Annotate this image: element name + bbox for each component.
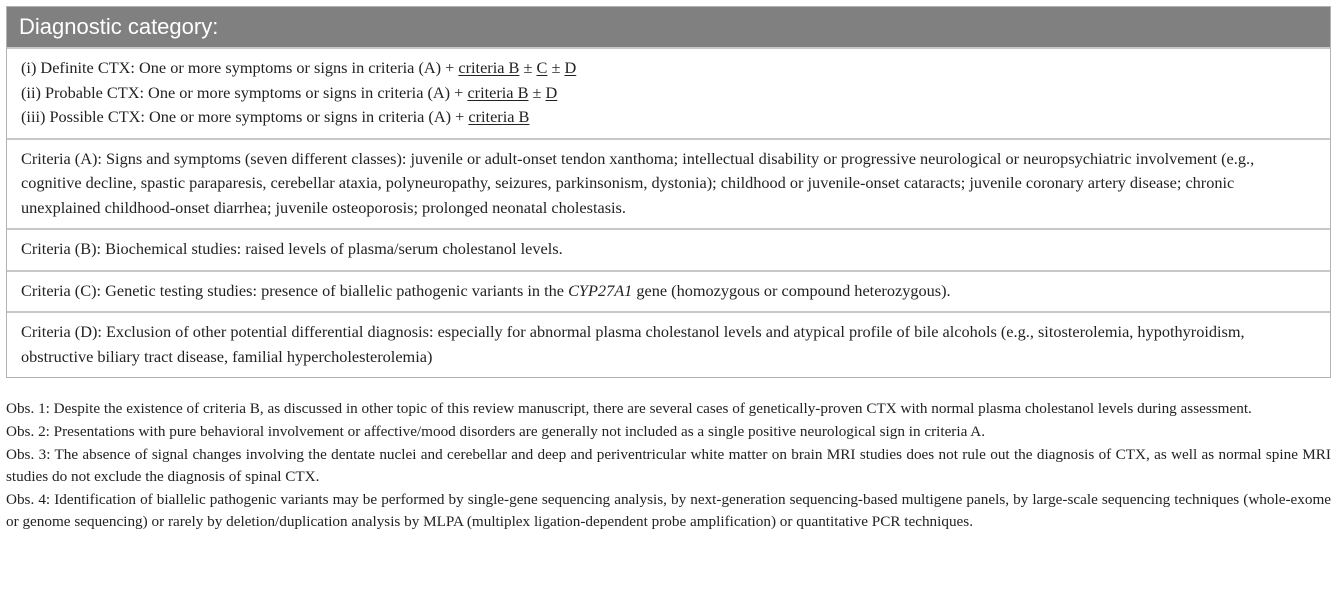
probable-criteria-d: D [545, 82, 558, 102]
criteria-b-row: Criteria (B): Biochemical studies: raised levels of plasma/serum cholestanol levels. [7, 228, 1330, 270]
criteria-d-row: Criteria (D): Exclusion of other potential differential diagnosis: especially for abnormal plasma cholestanol levels and atypical profile of bile alcohols (e.g., sitosterolemia, hypothyroidism, obstructive biliary tract disease, familial hypercholesterolemia) [7, 311, 1330, 377]
probable-prefix: (ii) Probable CTX: One or more symptoms or signs in criteria (A) + [21, 82, 468, 102]
probable-pm-1: ± [528, 82, 546, 102]
diagnostic-criteria-table [6, 6, 1331, 378]
probable-ctx-line [21, 81, 1316, 106]
note-1: Obs. 1: Despite the existence of criteria B, as discussed in other topic of this review manuscript, there are several cases of genetically-proven CTX with normal plasma cholestanol levels during assessment. [6, 400, 1252, 417]
note-2: Obs. 2: Presentations with pure behavioral involvement or affective/mood disorders are generally not included as a single positive neurological sign in criteria A. [6, 423, 986, 440]
criteria-c-row [7, 270, 1330, 312]
observation-notes [6, 398, 1331, 534]
definite-prefix: (i) Definite CTX: One or more symptoms or signs in criteria (A) + [21, 58, 459, 77]
definite-pm-1: ± [519, 58, 537, 77]
diagnostic-category-row [7, 47, 1330, 138]
possible-ctx-line [21, 105, 1316, 130]
gene-name: CYP27A1 [568, 280, 633, 300]
table-header: Diagnostic category: [7, 7, 1330, 47]
note-4: Obs. 4: Identification of biallelic pathogenic variants may be performed by single-gene sequencing analysis, by next-generation sequencing-based multigene panels, by large-scale sequencing techniques (whole-exome or genome sequencing) or rarely by deletion/duplication analysis by MLPA (multiplex ligation-dependent probe amplification) or quantitative PCR techniques. [6, 491, 1331, 530]
possible-criteria-b: criteria B [468, 107, 530, 126]
possible-prefix: (iii) Possible CTX: One or more symptoms or signs in criteria (A) + [21, 107, 469, 126]
probable-criteria-b: criteria B [467, 82, 529, 102]
definite-criteria-b: criteria B [458, 58, 520, 77]
definite-criteria-c: C [536, 58, 548, 77]
criteria-c-text: Criteria (C): Genetic testing studies: presence of biallelic pathogenic variants in the [21, 280, 569, 300]
criteria-c-suffix: gene (homozygous or compound heterozygous). [632, 280, 951, 300]
definite-criteria-d: D [564, 58, 577, 77]
definite-ctx-line [21, 56, 1316, 81]
criteria-a-row: Criteria (A): Signs and symptoms (seven different classes): juvenile or adult-onset tendon xanthoma; intellectual disability or progressive neurological or neuropsychiatric involvement (e.g., cognitive decline, spastic paraparesis, cerebellar ataxia, polyneuropathy, seizures, parkinsonism, dystonia); childhood or juvenile-onset cataracts; juvenile coronary artery disease; chronic unexplained childhood-onset diarrhea; juvenile osteoporosis; prolonged neonatal cholestasis. [7, 138, 1330, 229]
definite-pm-2: ± [547, 58, 565, 77]
note-3: Obs. 3: The absence of signal changes involving the dentate nuclei and cerebellar and deep and periventricular white matter on brain MRI studies does not rule out the diagnosis of CTX, as well as normal spine MRI studies do not exclude the diagnosis of spinal CTX. [6, 446, 1331, 485]
